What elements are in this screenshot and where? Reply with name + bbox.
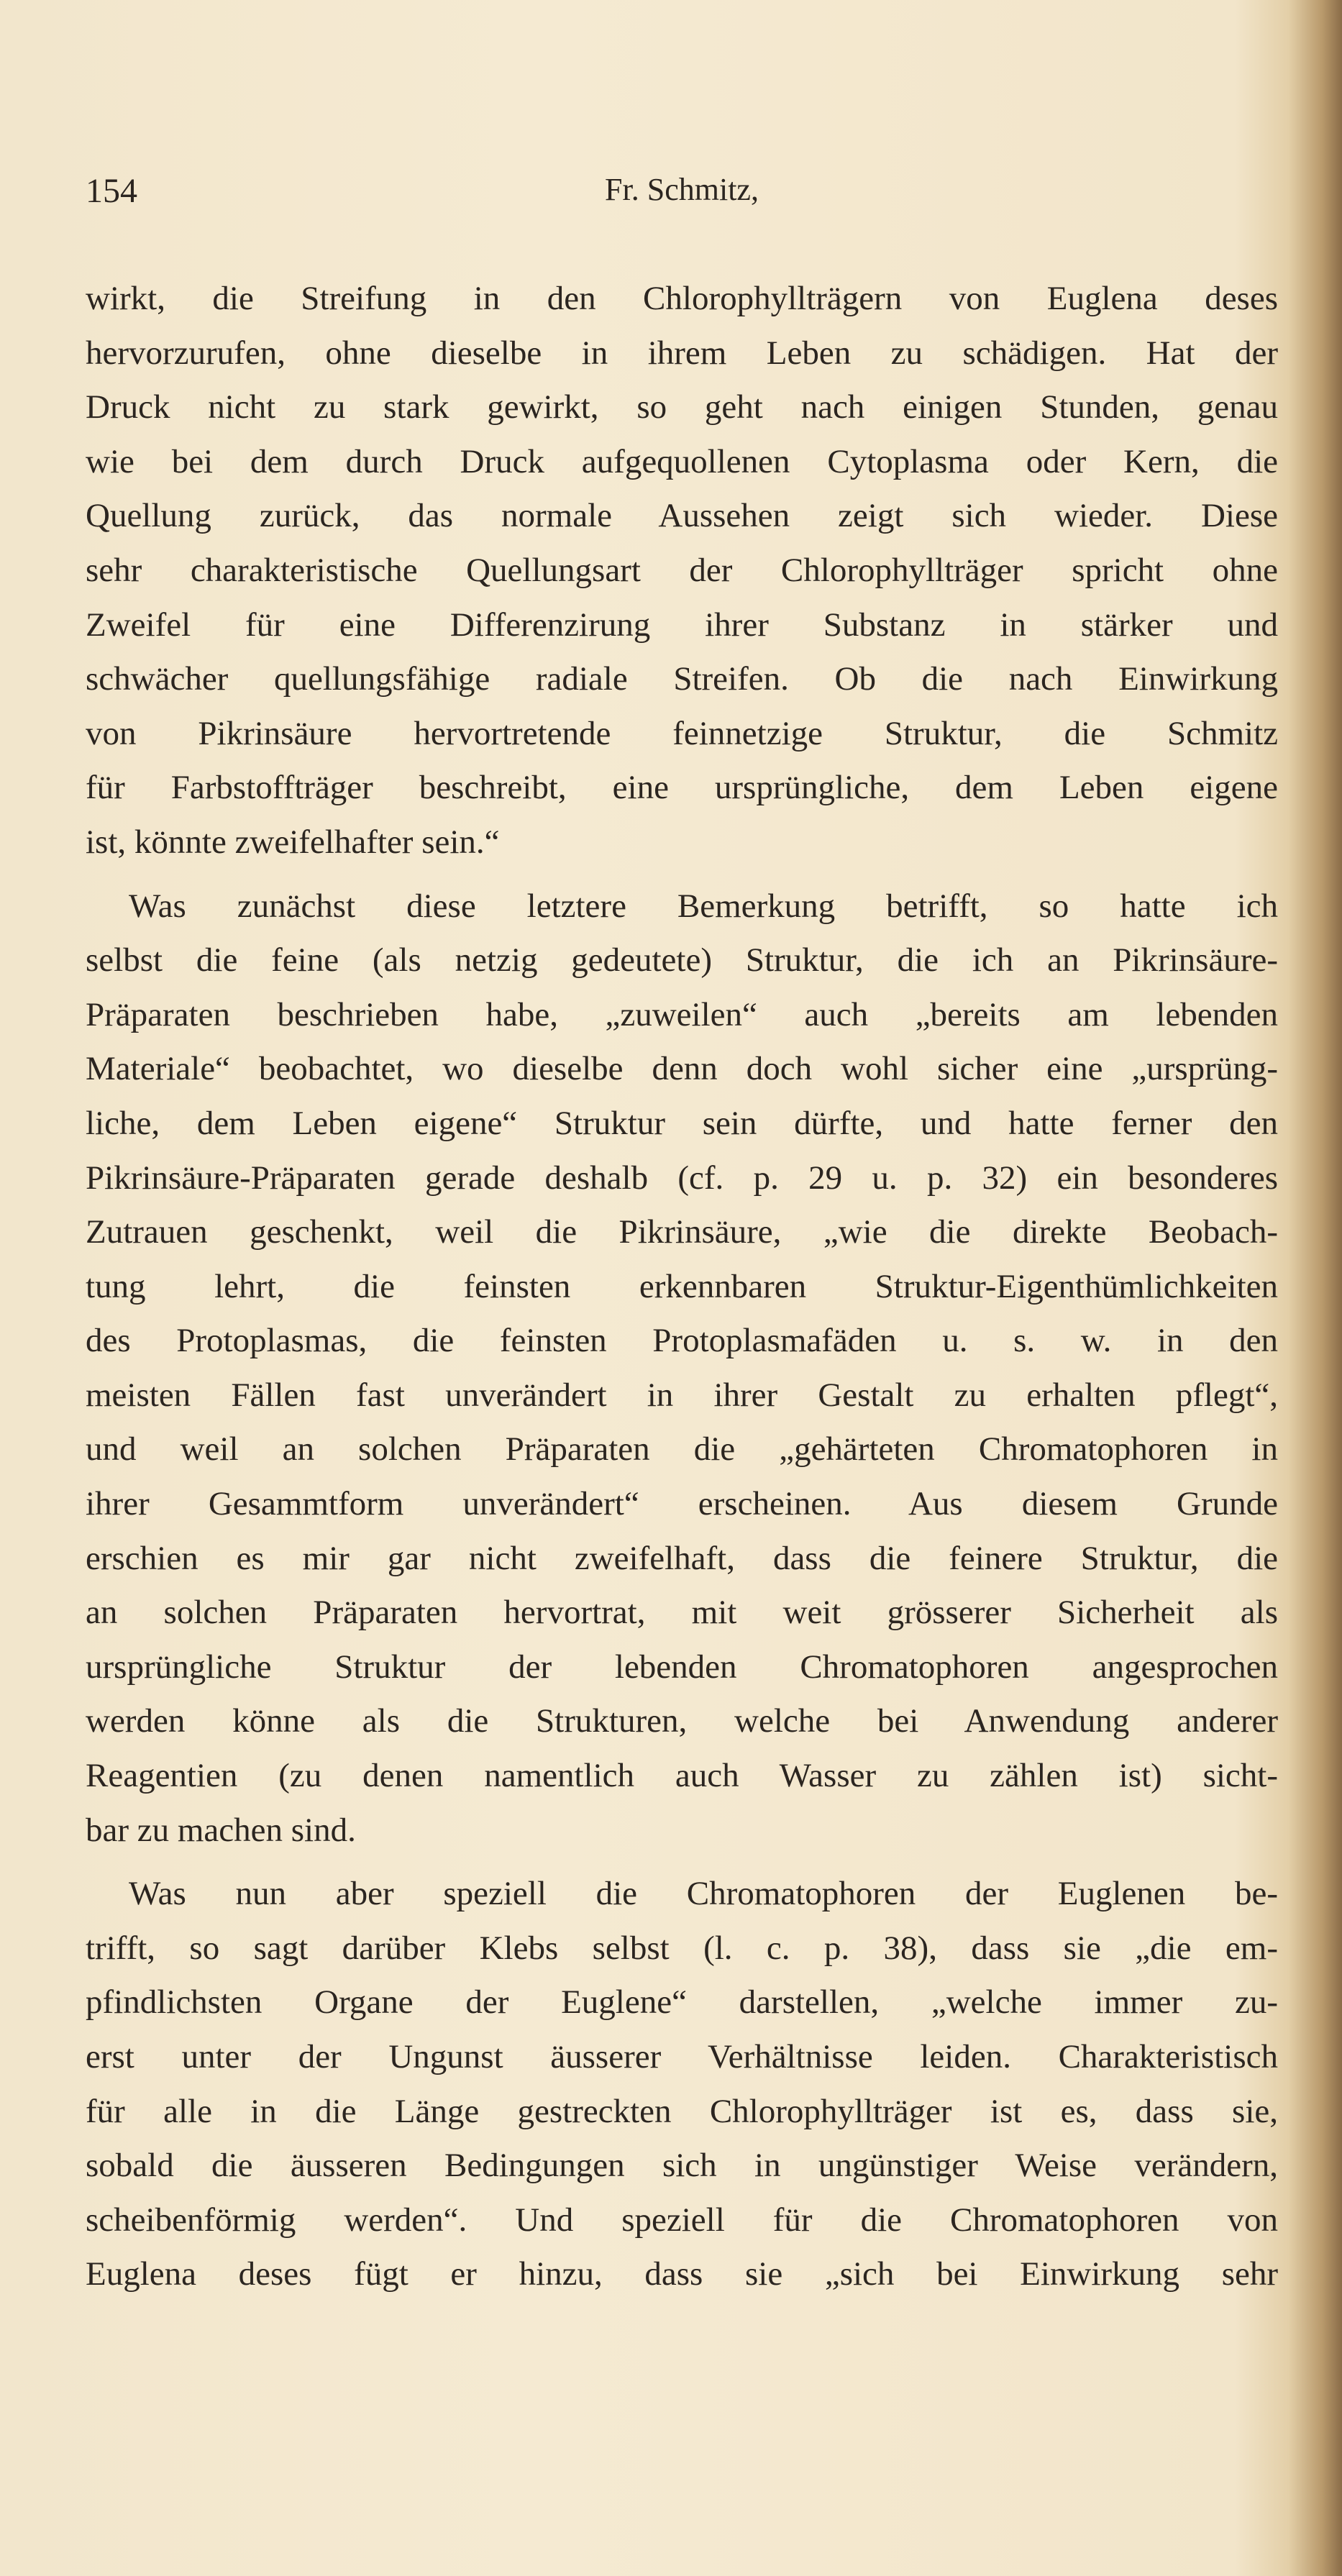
text-line: für alle in die Länge gestreckten Chlorophyllträger ist es, dass sie,: [86, 2092, 1278, 2130]
text-line: Zweifel für eine Differenzirung ihrer Substanz in stärker und: [86, 606, 1278, 644]
text-line: Was nun aber speziell die Chromatophoren der Euglenen be-: [129, 1875, 1278, 1913]
text-line: werden könne als die Strukturen, welche bei Anwendung anderer: [86, 1702, 1278, 1740]
text-line: wie bei dem durch Druck aufgequollenen Cytoplasma oder Kern, die: [86, 442, 1278, 480]
page-header: [86, 171, 1278, 214]
body-text: [86, 272, 1278, 2311]
text-line: sobald die äusseren Bedingungen sich in ungünstiger Weise verändern,: [86, 2147, 1278, 2185]
text-line: liche, dem Leben eigene“ Struktur sein dürfte, und hatte ferner den: [86, 1104, 1278, 1142]
text-line: Was zunächst diese letztere Bemerkung betrifft, so hatte ich: [129, 887, 1278, 925]
text-line: ist, könnte zweifelhafter sein.“: [86, 823, 500, 861]
text-line: des Protoplasmas, die feinsten Protoplasmafäden u. s. w. in den: [86, 1322, 1278, 1360]
text-line: Präparaten beschrieben habe, „zuweilen“ auch „bereits am lebenden: [86, 995, 1278, 1033]
text-line: wirkt, die Streifung in den Chlorophyllträgern von Euglena deses: [86, 280, 1278, 317]
text-line: trifft, so sagt darüber Klebs selbst (l. c. p. 38), dass sie „die em-: [86, 1929, 1278, 1967]
running-title: Fr. Schmitz,: [605, 172, 759, 207]
text-line: bar zu machen sind.: [86, 1811, 356, 1849]
text-line: tung lehrt, die feinsten erkennbaren Struktur-Eigenthümlichkeiten: [86, 1267, 1278, 1305]
paragraph: [86, 1867, 1278, 2302]
text-line: von Pikrinsäure hervortretende feinnetzige Struktur, die Schmitz: [86, 714, 1278, 752]
text-line: selbst die feine (als netzig gedeutete) Struktur, die ich an Pikrinsäure-: [86, 941, 1278, 979]
text-line: erst unter der Ungunst äusserer Verhältnisse leiden. Charakteristisch: [86, 2038, 1278, 2075]
text-line: sehr charakteristische Quellungsart der Chlorophyllträger spricht ohne: [86, 551, 1278, 589]
paragraph: [86, 272, 1278, 870]
text-line: pfindlichsten Organe der Euglene“ darstellen, „welche immer zu-: [86, 1983, 1278, 2022]
text-line: Zutrauen geschenkt, weil die Pikrinsäure, „wie die direkte Beobach-: [86, 1213, 1278, 1251]
paragraph: [86, 880, 1278, 1858]
text-line: scheibenförmig werden“. Und speziell für die Chromatophoren von: [86, 2201, 1278, 2239]
text-line: und weil an solchen Präparaten die „gehärteten Chromatophoren in: [86, 1430, 1278, 1469]
text-line: ihrer Gesammtform unverändert“ erscheinen. Aus diesem Grunde: [86, 1485, 1278, 1523]
text-line: Pikrinsäure-Präparaten gerade deshalb (cf. p. 29 u. p. 32) ein besonderes: [86, 1159, 1278, 1197]
page-number: 154: [86, 172, 137, 210]
text-line: an solchen Präparaten hervortrat, mit weit grösserer Sicherheit als: [86, 1594, 1278, 1632]
text-line: Druck nicht zu stark gewirkt, so geht nach einigen Stunden, genau: [86, 388, 1278, 426]
text-line: ursprüngliche Struktur der lebenden Chromatophoren angesprochen: [86, 1648, 1278, 1686]
text-line: Euglena deses fügt er hinzu, dass sie „sich bei Einwirkung sehr: [86, 2255, 1278, 2293]
text-line: schwächer quellungsfähige radiale Streifen. Ob die nach Einwirkung: [86, 660, 1278, 698]
text-line: erschien es mir gar nicht zweifelhaft, dass die feinere Struktur, die: [86, 1539, 1278, 1577]
text-line: Reagentien (zu denen namentlich auch Wasser zu zählen ist) sicht-: [86, 1757, 1278, 1795]
text-line: Materiale“ beobachtet, wo dieselbe denn doch wohl sicher eine „ursprüng-: [86, 1050, 1278, 1088]
text-line: für Farbstoffträger beschreibt, eine ursprüngliche, dem Leben eigene: [86, 769, 1278, 807]
text-line: hervorzurufen, ohne dieselbe in ihrem Leben zu schädigen. Hat der: [86, 334, 1278, 372]
text-line: Quellung zurück, das normale Aussehen zeigt sich wieder. Diese: [86, 497, 1278, 535]
text-line: meisten Fällen fast unverändert in ihrer Gestalt zu erhalten pflegt“,: [86, 1376, 1278, 1414]
